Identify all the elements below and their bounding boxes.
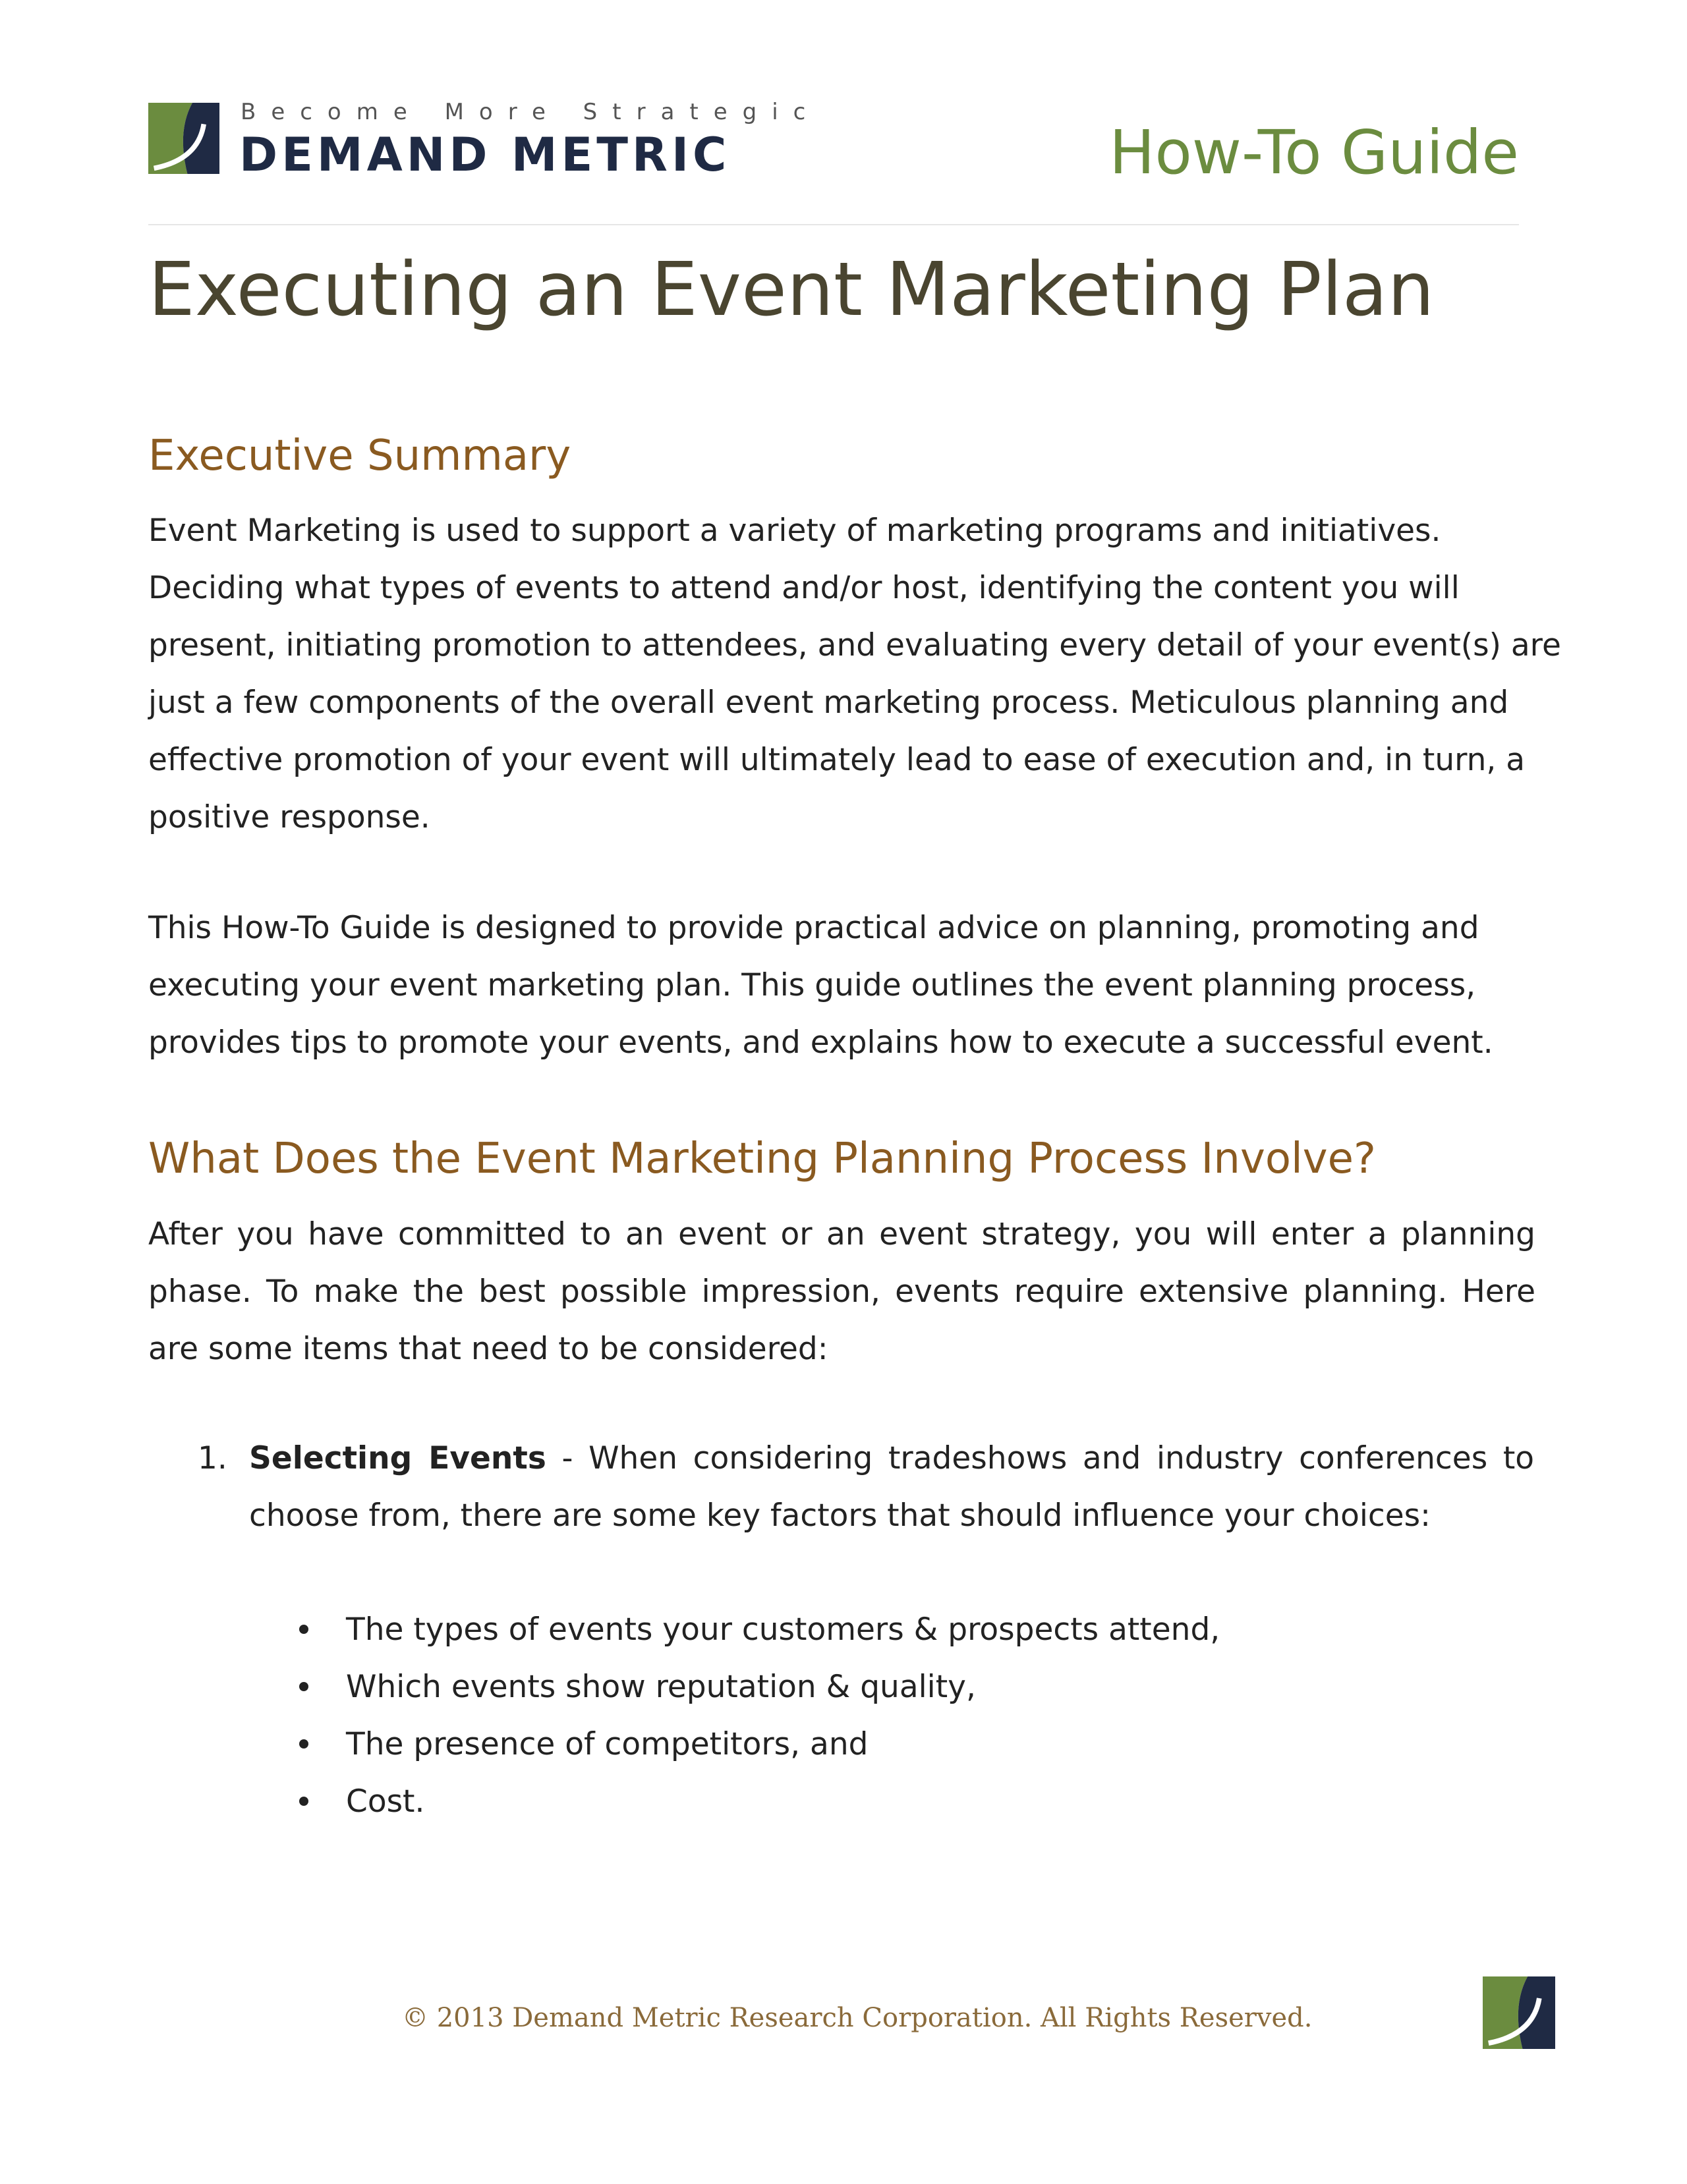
- bullet-icon: [299, 1625, 308, 1634]
- list-item-description: - When considering tradeshows and industry conferences to choose from, there are some key factors that should influence your choices:: [249, 1440, 1534, 1534]
- document-title: Executing an Event Marketing Plan: [148, 247, 1435, 333]
- demand-metric-logo-icon: [1483, 1976, 1555, 2049]
- list-item-number: 1.: [198, 1440, 227, 1476]
- list-item: [290, 1716, 1220, 1773]
- bullet-icon: [299, 1739, 308, 1749]
- executive-summary-paragraph-2: [148, 899, 1532, 1071]
- bullet-text: The types of events your customers & prospects attend,: [346, 1611, 1220, 1648]
- executive-summary-paragraph-1: [148, 502, 1561, 846]
- bullet-icon: [299, 1682, 308, 1691]
- executive-summary-heading: Executive Summary: [148, 432, 571, 480]
- brand-tagline: Become More Strategic: [241, 99, 821, 125]
- paragraph-line: This How-To Guide is designed to provide practical advice on planning, promoting and: [148, 910, 1479, 946]
- paragraph-line: effective promotion of your event will ultimately lead to ease of execution and, in turn, a: [148, 742, 1526, 778]
- paragraph-line: Event Marketing is used to support a variety of marketing programs and initiatives.: [148, 513, 1441, 549]
- paragraph-line: positive response.: [148, 799, 430, 835]
- list-item: [290, 1773, 1220, 1830]
- selection-factors-list: [290, 1601, 1220, 1830]
- bullet-text: Which events show reputation & quality,: [346, 1669, 976, 1705]
- paragraph-line: present, initiating promotion to attendees, and evaluating every detail of your event(s) are: [148, 627, 1561, 663]
- paragraph-line: provides tips to promote your events, and explains how to execute a successful event.: [148, 1024, 1493, 1061]
- bullet-icon: [299, 1797, 308, 1806]
- paragraph-line: Deciding what types of events to attend and/or host, identifying the content you will: [148, 570, 1460, 606]
- guide-type-label: How-To Guide: [1109, 117, 1519, 188]
- demand-metric-logo-icon: [148, 103, 219, 174]
- bullet-text: The presence of competitors, and: [346, 1726, 869, 1762]
- planning-process-heading: What Does the Event Marketing Planning Process Involve?: [148, 1134, 1376, 1183]
- list-item: [290, 1601, 1220, 1658]
- page-header: [148, 99, 1519, 188]
- paragraph-line: just a few components of the overall event marketing process. Meticulous planning and: [148, 685, 1509, 721]
- header-divider: [148, 224, 1519, 225]
- list-item-label: Selecting Events: [249, 1440, 546, 1476]
- paragraph-line: executing your event marketing plan. This guide outlines the event planning process,: [148, 967, 1476, 1003]
- bullet-text: Cost.: [346, 1783, 425, 1820]
- brand-name: DEMAND METRIC: [239, 128, 731, 182]
- list-item-text: [249, 1430, 1534, 1544]
- footer-copyright: © 2013 Demand Metric Research Corporation. All Rights Reserved.: [402, 2003, 1313, 2033]
- list-item: [290, 1658, 1220, 1716]
- planning-process-paragraph: After you have committed to an event or an event strategy, you will enter a planning phase. To make the best possible impression, events require extensive planning. Here are some items that need to be considered:: [148, 1216, 1535, 1367]
